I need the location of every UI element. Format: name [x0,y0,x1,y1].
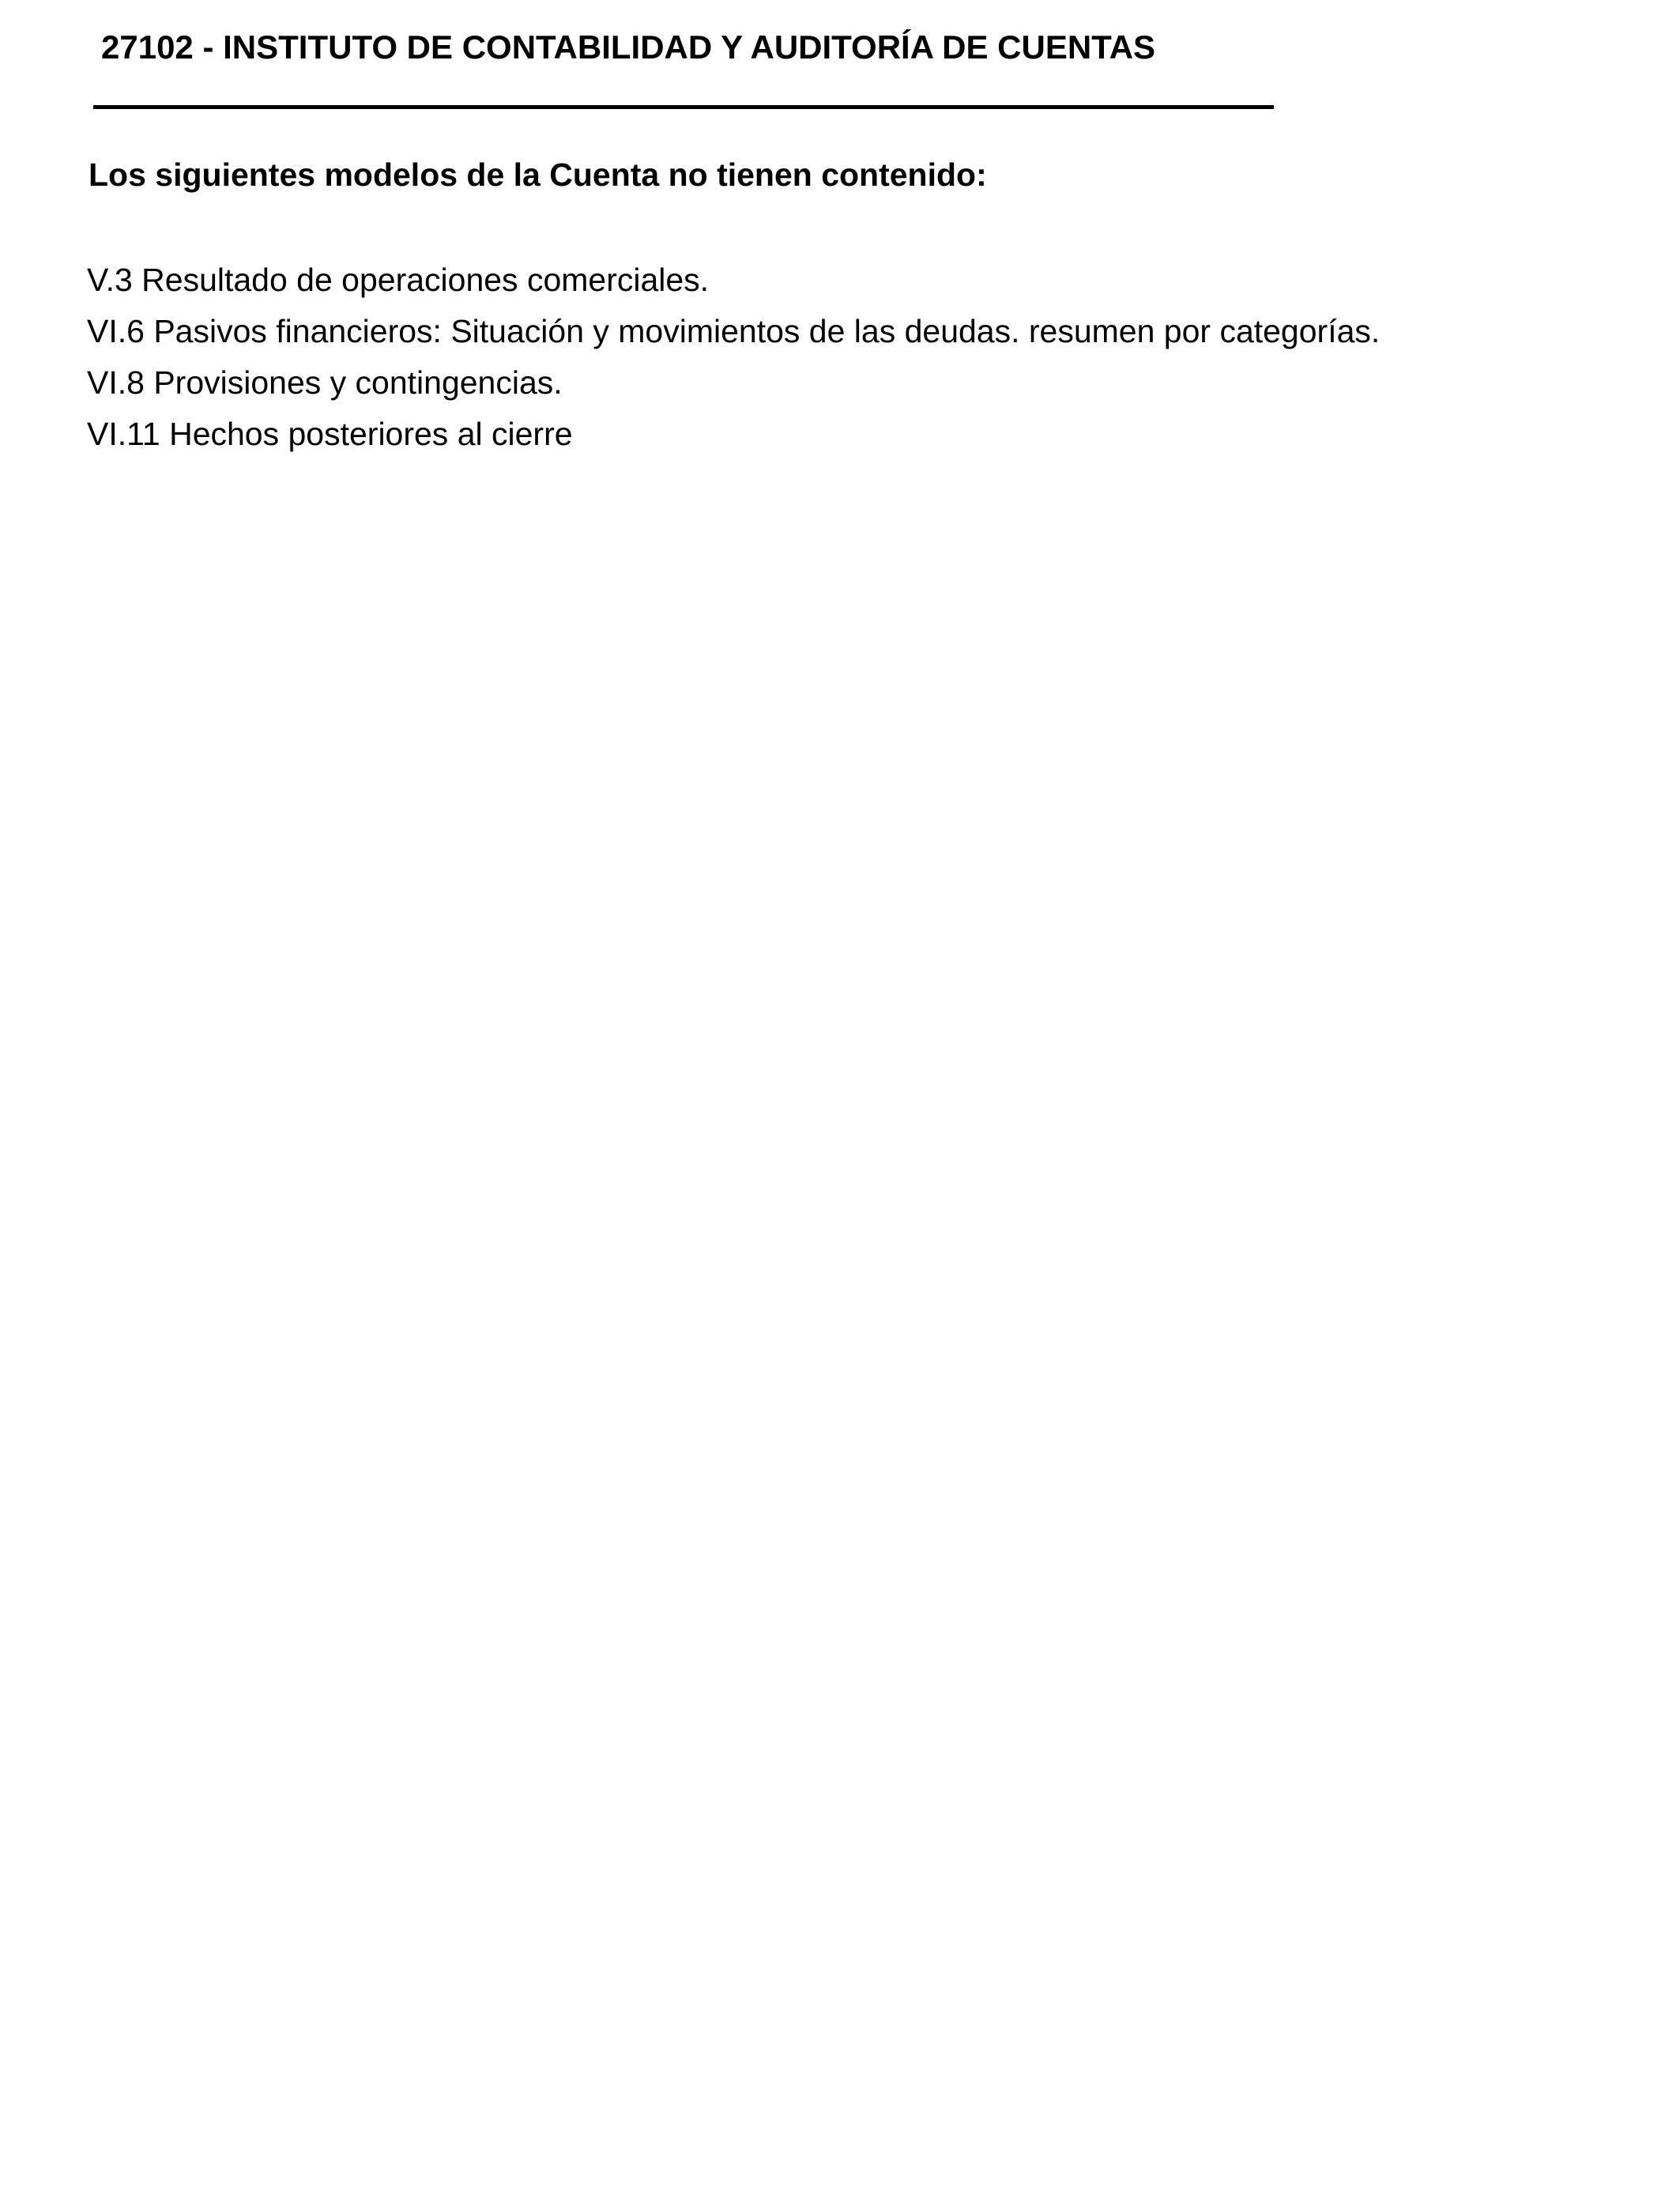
list-item: VI.6 Pasivos financieros: Situación y movimientos de las deudas. resumen por categorías. [87,313,1381,349]
list-item: VI.11 Hechos posteriores al cierre [87,416,573,452]
intro-heading: Los siguientes modelos de la Cuenta no tienen contenido: [89,156,987,193]
page-title: 27102 - INSTITUTO DE CONTABILIDAD Y AUDITORÍA DE CUENTAS [101,28,1156,66]
empty-models-list [87,254,1380,460]
list-item: V.3 Resultado de operaciones comerciales. [87,262,710,298]
list-item: VI.8 Provisiones y contingencias. [87,364,563,401]
header-divider [93,105,1274,109]
